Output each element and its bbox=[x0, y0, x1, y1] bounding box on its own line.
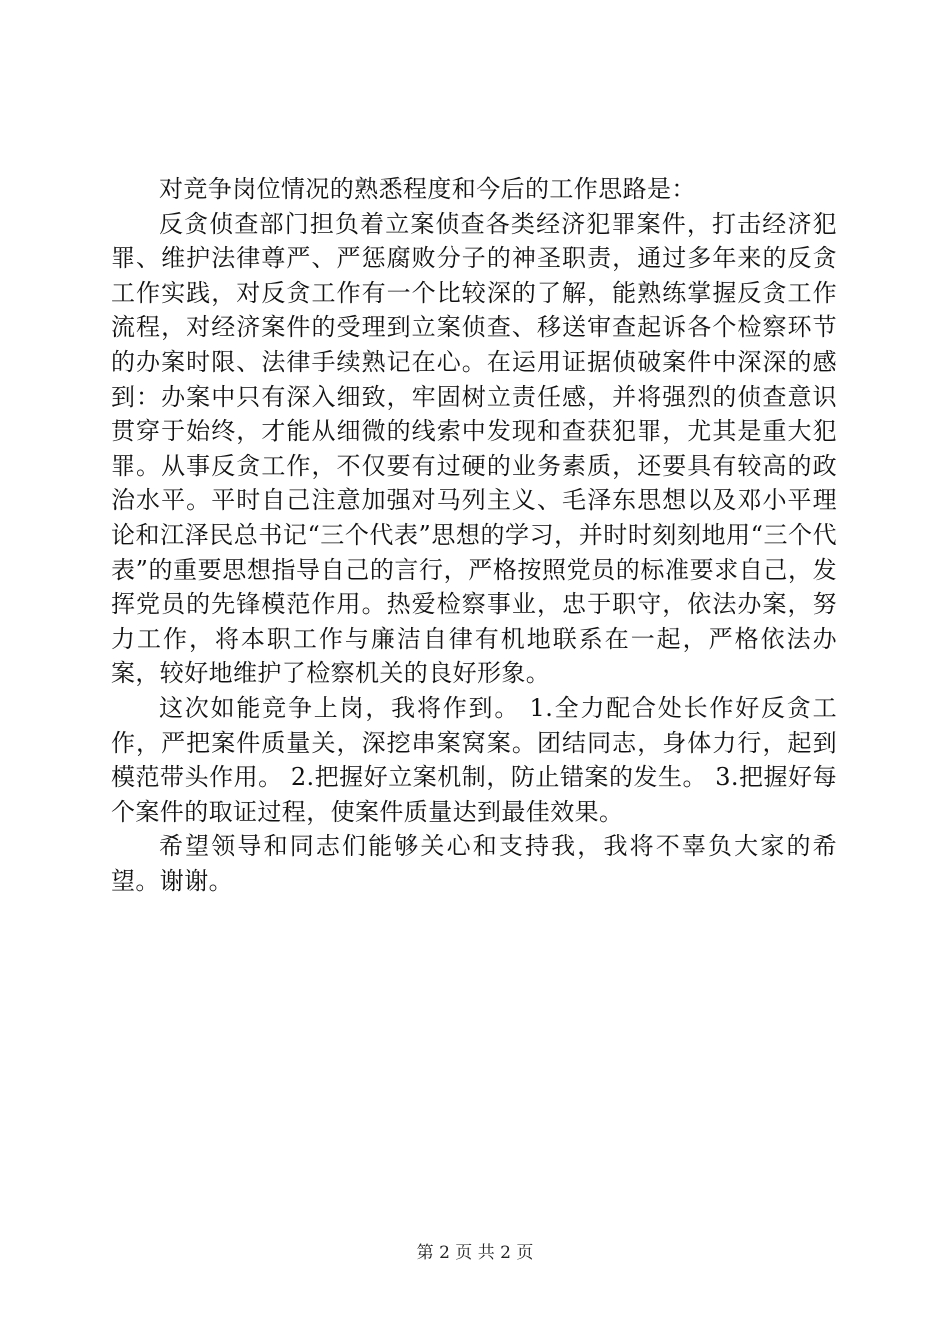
paragraph-plans: 这次如能竞争上岗，我将作到。 1.全力配合处长作好反贪工作，严把案件质量关，深挖串案窝案。团结同志，身体力行，起到模范带头作用。 2.把握好立案机制，防止错案的发生。 3.把握好每个案件的取证过程，使案件质量达到最佳效果。 bbox=[111, 693, 837, 826]
page-number-label: 第 2 页 共 2 页 bbox=[416, 1243, 534, 1263]
page-footer bbox=[0, 1242, 950, 1264]
document-body bbox=[111, 172, 837, 898]
paragraph-closing: 希望领导和同志们能够关心和支持我，我将不辜负大家的希望。谢谢。 bbox=[111, 832, 837, 895]
paragraph-intro: 对竞争岗位情况的熟悉程度和今后的工作思路是： bbox=[159, 175, 696, 203]
paragraph-work-experience: 反贪侦查部门担负着立案侦查各类经济犯罪案件，打击经济犯罪、维护法律尊严、严惩腐败分子的神圣职责，通过多年来的反贪工作实践，对反贪工作有一个比较深的了解，能熟练掌握反贪工作流程，对经济案件的受理到立案侦查、移送审查起诉各个检察环节的办案时限、法律手续熟记在心。在运用证据侦破案件中深深的感到：办案中只有深入细致，牢固树立责任感，并将强烈的侦查意识贯穿于始终，才能从细微的线索中发现和查获犯罪，尤其是重大犯罪。从事反贪工作，不仅要有过硬的业务素质，还要具有较高的政治水平。平时自己注意加强对马列主义、毛泽东思想以及邓小平理论和江泽民总书记“三个代表”思想的学习，并时时刻刻地用“三个代表”的重要思想指导自己的言行，严格按照党员的标准要求自己，发挥党员的先锋模范作用。热爱检察事业，忠于职守，依法办案，努力工作，将本职工作与廉洁自律有机地联系在一起，严格依法办案，较好地维护了检察机关的良好形象。 bbox=[111, 209, 837, 688]
